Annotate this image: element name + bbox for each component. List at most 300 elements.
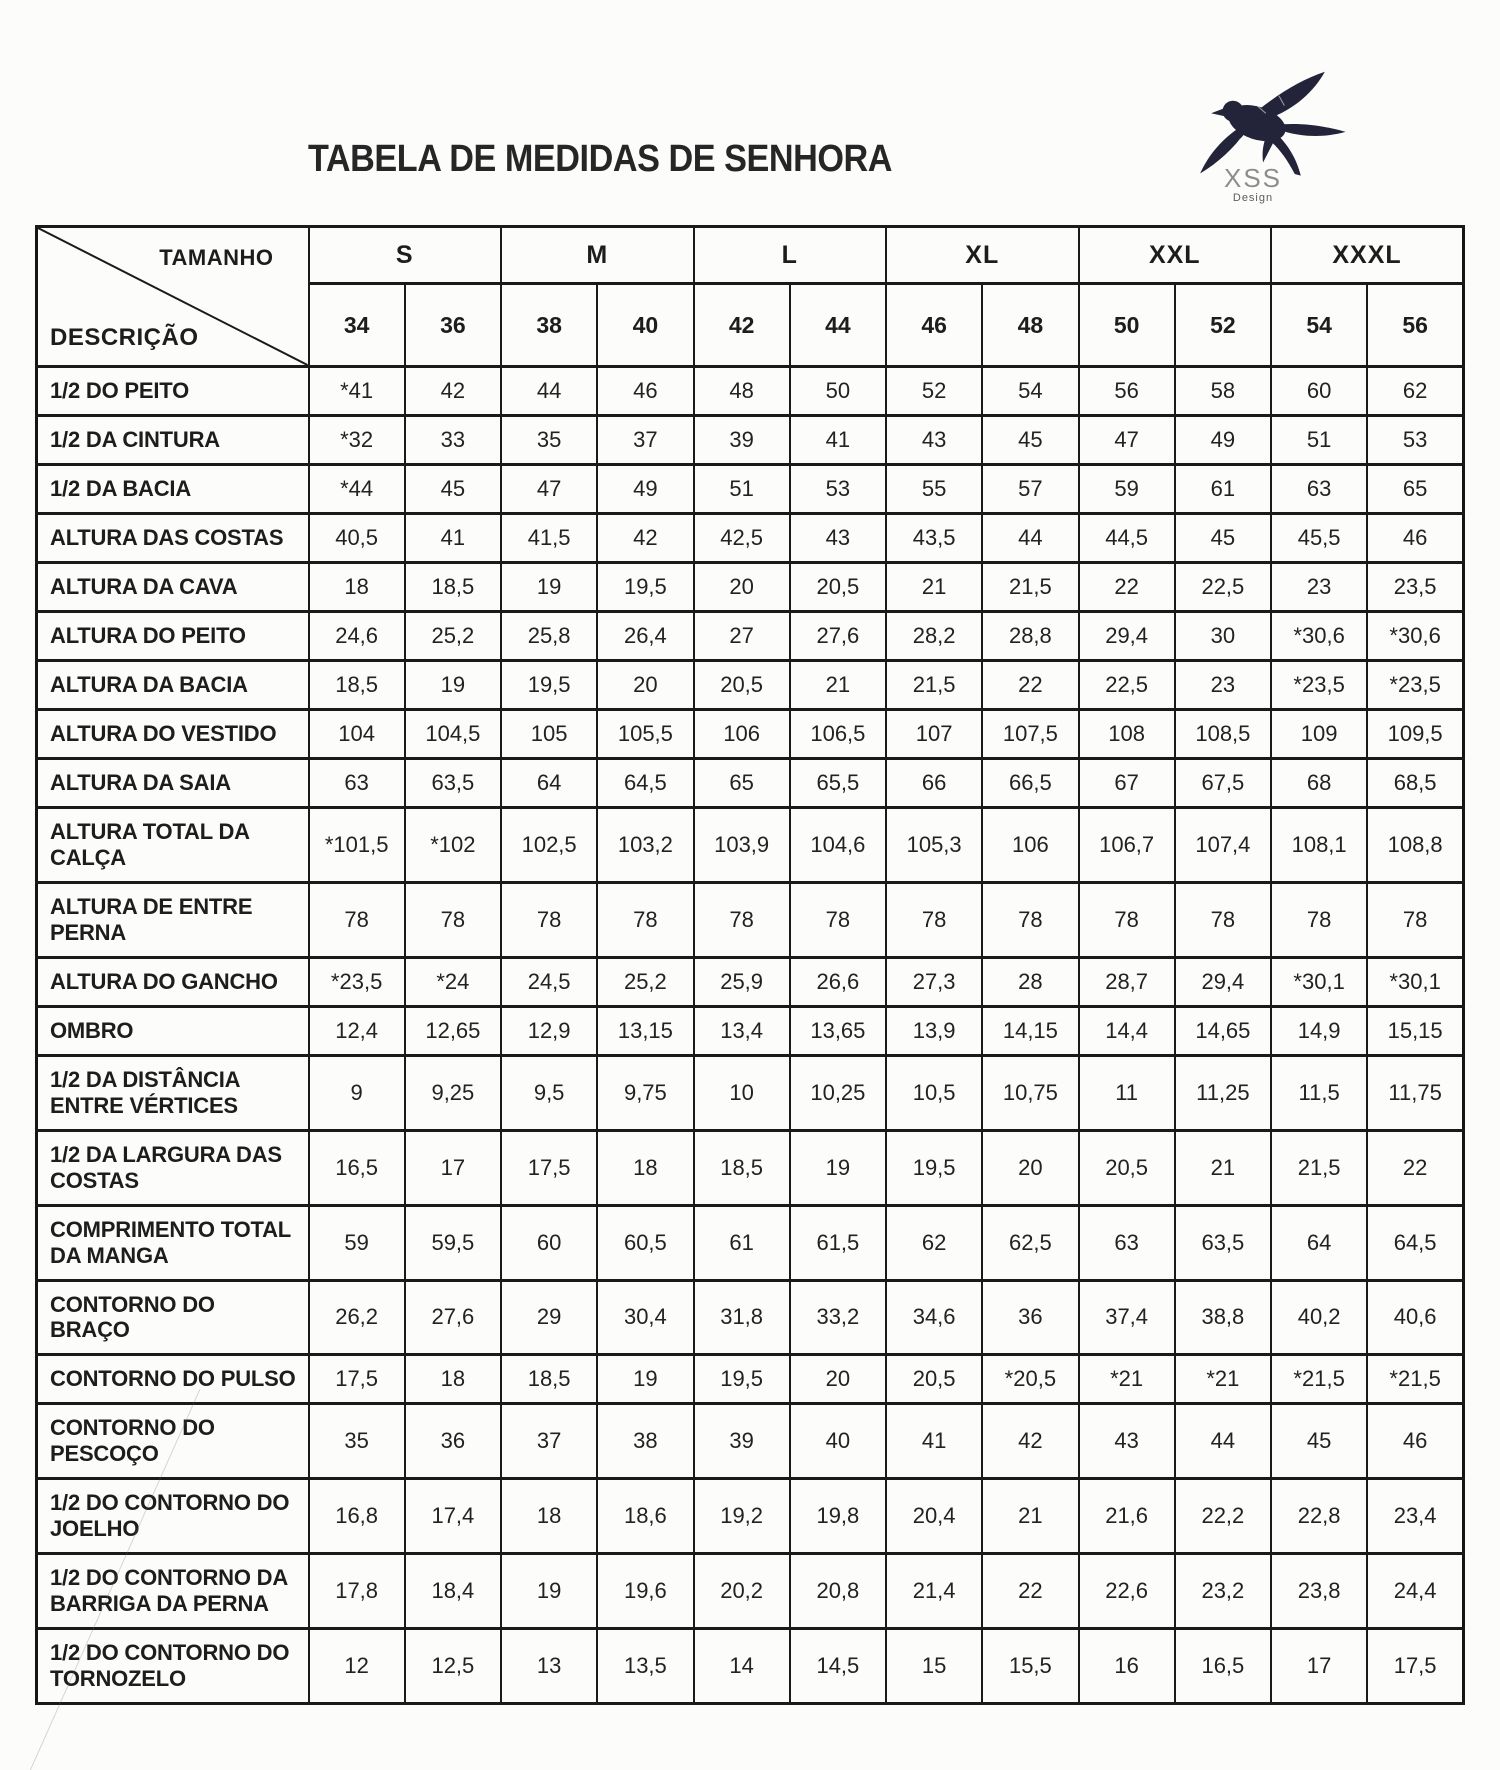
table-row <box>37 416 1464 465</box>
measurement-value: *23,5 <box>1367 661 1463 710</box>
size-header: 52 <box>1175 284 1271 367</box>
measurement-value: 42 <box>405 367 501 416</box>
measurement-value: 31,8 <box>694 1280 790 1355</box>
measurement-value: 108,1 <box>1271 808 1367 883</box>
measurement-value: 45 <box>1271 1404 1367 1479</box>
measurement-value: 63,5 <box>405 759 501 808</box>
measurement-value: 104 <box>309 710 405 759</box>
measurement-value: 78 <box>1367 882 1463 957</box>
size-header: 42 <box>694 284 790 367</box>
measurement-value: 18,5 <box>501 1355 597 1404</box>
measurement-value: 30,4 <box>597 1280 693 1355</box>
measurement-value: 61 <box>1175 465 1271 514</box>
measurement-value: 20,8 <box>790 1554 886 1629</box>
measurement-value: 23 <box>1175 661 1271 710</box>
table-row <box>37 612 1464 661</box>
measurement-value: 59 <box>1079 465 1175 514</box>
table-row <box>37 1629 1464 1704</box>
measurement-value: 45 <box>982 416 1078 465</box>
measurement-value: 45,5 <box>1271 514 1367 563</box>
measurement-value: 41 <box>405 514 501 563</box>
measurement-value: 49 <box>1175 416 1271 465</box>
measurement-value: 43,5 <box>886 514 982 563</box>
table-row <box>37 759 1464 808</box>
measurement-value: 23,5 <box>1367 563 1463 612</box>
measurement-value: 58 <box>1175 367 1271 416</box>
size-header: 36 <box>405 284 501 367</box>
size-header: 34 <box>309 284 405 367</box>
measurement-value: 21 <box>1175 1130 1271 1205</box>
measurement-value: 60 <box>501 1205 597 1280</box>
size-header: 38 <box>501 284 597 367</box>
measurement-value: 51 <box>1271 416 1367 465</box>
measurement-value: 22,2 <box>1175 1479 1271 1554</box>
table-body <box>37 367 1464 1704</box>
measurement-value: 23,2 <box>1175 1554 1271 1629</box>
table-row <box>37 1006 1464 1055</box>
measurement-value: 63 <box>309 759 405 808</box>
measurement-value: 11,75 <box>1367 1055 1463 1130</box>
measurement-value: 27,6 <box>790 612 886 661</box>
row-label: 1/2 DO CONTORNO DO JOELHO <box>37 1479 309 1554</box>
measurement-value: 20 <box>790 1355 886 1404</box>
measurement-value: 78 <box>309 882 405 957</box>
row-label: CONTORNO DO PESCOÇO <box>37 1404 309 1479</box>
measurement-value: 18,5 <box>694 1130 790 1205</box>
row-label: OMBRO <box>37 1006 309 1055</box>
measurement-value: 24,4 <box>1367 1554 1463 1629</box>
measurement-value: 64 <box>501 759 597 808</box>
measurement-value: 40 <box>790 1404 886 1479</box>
measurement-value: 11,25 <box>1175 1055 1271 1130</box>
measurement-value: *41 <box>309 367 405 416</box>
measurement-value: 28 <box>982 957 1078 1006</box>
corner-cell <box>37 227 309 367</box>
size-header: 44 <box>790 284 886 367</box>
measurement-value: 12 <box>309 1629 405 1704</box>
measurement-value: 13 <box>501 1629 597 1704</box>
measurement-value: 15,5 <box>982 1629 1078 1704</box>
row-label: ALTURA DA CAVA <box>37 563 309 612</box>
measurement-value: 25,2 <box>405 612 501 661</box>
measurement-value: 28,2 <box>886 612 982 661</box>
measurement-value: 25,9 <box>694 957 790 1006</box>
measurement-value: 43 <box>790 514 886 563</box>
measurement-value: 39 <box>694 416 790 465</box>
size-group-header: XXXL <box>1271 227 1464 284</box>
measurements-table <box>35 225 1465 1705</box>
size-group-header: XL <box>886 227 1079 284</box>
measurement-value: 103,9 <box>694 808 790 883</box>
measurement-value: 42 <box>982 1404 1078 1479</box>
measurement-value: 104,5 <box>405 710 501 759</box>
measurement-value: 68,5 <box>1367 759 1463 808</box>
measurement-value: 26,2 <box>309 1280 405 1355</box>
measurement-value: 20 <box>982 1130 1078 1205</box>
measurement-value: *30,6 <box>1271 612 1367 661</box>
measurement-value: 12,4 <box>309 1006 405 1055</box>
measurement-value: 33,2 <box>790 1280 886 1355</box>
measurement-value: 57 <box>982 465 1078 514</box>
measurement-value: 106,7 <box>1079 808 1175 883</box>
group-header-row <box>37 227 1464 284</box>
measurement-value: 65 <box>1367 465 1463 514</box>
measurement-value: 53 <box>1367 416 1463 465</box>
measurement-value: 26,6 <box>790 957 886 1006</box>
table-row <box>37 1355 1464 1404</box>
measurement-value: 44 <box>1175 1404 1271 1479</box>
measurement-value: 22 <box>982 1554 1078 1629</box>
measurement-value: 61,5 <box>790 1205 886 1280</box>
measurement-value: 60 <box>1271 367 1367 416</box>
measurement-value: 17 <box>405 1130 501 1205</box>
measurement-value: 106 <box>982 808 1078 883</box>
measurement-value: 33 <box>405 416 501 465</box>
measurement-value: 17,4 <box>405 1479 501 1554</box>
measurement-value: 28,8 <box>982 612 1078 661</box>
measurement-value: 25,8 <box>501 612 597 661</box>
measurement-value: 17,8 <box>309 1554 405 1629</box>
row-label: ALTURA DO PEITO <box>37 612 309 661</box>
measurement-value: 63 <box>1079 1205 1175 1280</box>
measurement-value: 105 <box>501 710 597 759</box>
measurement-value: 59,5 <box>405 1205 501 1280</box>
measurement-value: 40,5 <box>309 514 405 563</box>
measurement-value: *102 <box>405 808 501 883</box>
measurement-value: 20,2 <box>694 1554 790 1629</box>
row-label: 1/2 DA CINTURA <box>37 416 309 465</box>
measurement-value: 52 <box>886 367 982 416</box>
size-header: 46 <box>886 284 982 367</box>
measurement-value: 62 <box>886 1205 982 1280</box>
measurement-value: 102,5 <box>501 808 597 883</box>
row-label: 1/2 DA BACIA <box>37 465 309 514</box>
measurement-value: *23,5 <box>309 957 405 1006</box>
measurement-value: 64,5 <box>597 759 693 808</box>
measurement-value: 109 <box>1271 710 1367 759</box>
measurement-value: 22 <box>982 661 1078 710</box>
measurement-value: 14,5 <box>790 1629 886 1704</box>
measurement-value: 51 <box>694 465 790 514</box>
measurement-value: 20,5 <box>886 1355 982 1404</box>
measurement-value: 39 <box>694 1404 790 1479</box>
measurement-value: 18,6 <box>597 1479 693 1554</box>
size-header: 48 <box>982 284 1078 367</box>
measurement-value: 60,5 <box>597 1205 693 1280</box>
measurement-value: 9,5 <box>501 1055 597 1130</box>
measurement-value: 23,4 <box>1367 1479 1463 1554</box>
measurement-value: 65 <box>694 759 790 808</box>
measurement-value: 19,5 <box>597 563 693 612</box>
table-row <box>37 1130 1464 1205</box>
measurement-value: *30,6 <box>1367 612 1463 661</box>
row-label: 1/2 DO CONTORNO DA BARRIGA DA PERNA <box>37 1554 309 1629</box>
measurement-value: 13,4 <box>694 1006 790 1055</box>
measurement-value: 28,7 <box>1079 957 1175 1006</box>
measurement-value: 30 <box>1175 612 1271 661</box>
measurement-value: 42 <box>597 514 693 563</box>
measurement-value: 105,5 <box>597 710 693 759</box>
table-row <box>37 1479 1464 1554</box>
size-header: 50 <box>1079 284 1175 367</box>
measurement-value: 41 <box>790 416 886 465</box>
measurement-value: 107,5 <box>982 710 1078 759</box>
corner-label-descricao: DESCRIÇÃO <box>50 324 199 351</box>
measurement-value: 37 <box>501 1404 597 1479</box>
measurement-value: 22,8 <box>1271 1479 1367 1554</box>
measurement-value: 10,5 <box>886 1055 982 1130</box>
measurement-value: 21,5 <box>886 661 982 710</box>
measurement-value: *30,1 <box>1367 957 1463 1006</box>
measurement-value: 19,5 <box>886 1130 982 1205</box>
row-label: ALTURA DA SAIA <box>37 759 309 808</box>
size-group-header: S <box>309 227 502 284</box>
measurement-value: 109,5 <box>1367 710 1463 759</box>
measurement-value: 13,65 <box>790 1006 886 1055</box>
measurement-value: 42,5 <box>694 514 790 563</box>
table-row <box>37 1205 1464 1280</box>
measurement-value: 20,5 <box>1079 1130 1175 1205</box>
measurement-value: 20 <box>597 661 693 710</box>
table-row <box>37 808 1464 883</box>
measurement-value: 15 <box>886 1629 982 1704</box>
logo-subtitle-text: Design <box>1232 192 1274 204</box>
measurement-value: 10,25 <box>790 1055 886 1130</box>
table-header <box>37 227 1464 367</box>
measurement-value: 44 <box>501 367 597 416</box>
measurement-value: 105,3 <box>886 808 982 883</box>
measurement-value: 43 <box>1079 1404 1175 1479</box>
measurement-value: 13,9 <box>886 1006 982 1055</box>
measurement-value: 54 <box>982 367 1078 416</box>
measurement-value: 104,6 <box>790 808 886 883</box>
measurement-value: 19,8 <box>790 1479 886 1554</box>
measurement-value: 17 <box>1271 1629 1367 1704</box>
row-label: ALTURA DO GANCHO <box>37 957 309 1006</box>
measurement-value: 36 <box>405 1404 501 1479</box>
measurement-value: 107 <box>886 710 982 759</box>
measurement-value: 21,4 <box>886 1554 982 1629</box>
measurement-value: 12,5 <box>405 1629 501 1704</box>
measurement-value: 27,3 <box>886 957 982 1006</box>
measurement-value: 40,6 <box>1367 1280 1463 1355</box>
measurement-value: 25,2 <box>597 957 693 1006</box>
measurement-value: 22,5 <box>1175 563 1271 612</box>
measurement-value: 26,4 <box>597 612 693 661</box>
measurement-value: 29,4 <box>1175 957 1271 1006</box>
table-row <box>37 465 1464 514</box>
row-label: ALTURA DAS COSTAS <box>37 514 309 563</box>
measurement-value: 107,4 <box>1175 808 1271 883</box>
measurement-value: 55 <box>886 465 982 514</box>
measurement-value: *44 <box>309 465 405 514</box>
measurement-value: 19 <box>597 1355 693 1404</box>
measurement-value: 29 <box>501 1280 597 1355</box>
measurement-value: 78 <box>694 882 790 957</box>
measurement-value: 9 <box>309 1055 405 1130</box>
row-label: CONTORNO DO PULSO <box>37 1355 309 1404</box>
measurement-value: 44,5 <box>1079 514 1175 563</box>
measurement-value: 44 <box>982 514 1078 563</box>
measurement-value: 41 <box>886 1404 982 1479</box>
measurement-value: 14,65 <box>1175 1006 1271 1055</box>
measurement-value: 22,5 <box>1079 661 1175 710</box>
measurement-value: 64,5 <box>1367 1205 1463 1280</box>
measurement-value: *23,5 <box>1271 661 1367 710</box>
table-row <box>37 367 1464 416</box>
measurement-value: 45 <box>405 465 501 514</box>
measurement-value: 12,65 <box>405 1006 501 1055</box>
measurement-value: 19 <box>501 1554 597 1629</box>
measurement-value: 49 <box>597 465 693 514</box>
measurement-value: 59 <box>309 1205 405 1280</box>
measurement-value: 78 <box>597 882 693 957</box>
measurement-value: 20,5 <box>694 661 790 710</box>
measurement-value: 36 <box>982 1280 1078 1355</box>
measurement-value: 17,5 <box>501 1130 597 1205</box>
measurement-value: 67 <box>1079 759 1175 808</box>
measurement-value: 46 <box>1367 1404 1463 1479</box>
measurement-value: 53 <box>790 465 886 514</box>
measurement-value: 46 <box>1367 514 1463 563</box>
measurement-value: 62 <box>1367 367 1463 416</box>
table-row <box>37 514 1464 563</box>
measurement-value: 78 <box>1175 882 1271 957</box>
measurement-value: 48 <box>694 367 790 416</box>
measurement-value: 27,6 <box>405 1280 501 1355</box>
measurement-value: 24,5 <box>501 957 597 1006</box>
measurement-value: 103,2 <box>597 808 693 883</box>
measurement-value: 22 <box>1367 1130 1463 1205</box>
measurement-value: *21,5 <box>1367 1355 1463 1404</box>
measurement-value: 21,6 <box>1079 1479 1175 1554</box>
measurement-value: 9,25 <box>405 1055 501 1130</box>
measurement-value: 22,6 <box>1079 1554 1175 1629</box>
corner-label-tamanho: TAMANHO <box>159 245 274 270</box>
measurement-value: 43 <box>886 416 982 465</box>
measurement-value: *20,5 <box>982 1355 1078 1404</box>
row-label: ALTURA DA BACIA <box>37 661 309 710</box>
measurement-value: 78 <box>790 882 886 957</box>
measurement-value: 14,4 <box>1079 1006 1175 1055</box>
size-group-header: XXL <box>1079 227 1272 284</box>
measurement-value: 15,15 <box>1367 1006 1463 1055</box>
measurement-value: 50 <box>790 367 886 416</box>
row-label: 1/2 DA DISTÂNCIA ENTRE VÉRTICES <box>37 1055 309 1130</box>
measurement-value: 21 <box>982 1479 1078 1554</box>
measurement-value: 63 <box>1271 465 1367 514</box>
measurement-value: 18,4 <box>405 1554 501 1629</box>
table-row <box>37 1055 1464 1130</box>
measurement-value: 35 <box>309 1404 405 1479</box>
measurement-value: 16,5 <box>309 1130 405 1205</box>
measurement-value: 18 <box>501 1479 597 1554</box>
measurement-value: 65,5 <box>790 759 886 808</box>
measurement-value: 37,4 <box>1079 1280 1175 1355</box>
measurement-value: 18,5 <box>405 563 501 612</box>
measurement-value: 78 <box>405 882 501 957</box>
xss-design-logo <box>1175 40 1350 215</box>
table-row <box>37 957 1464 1006</box>
row-label: CONTORNO DO BRAÇO <box>37 1280 309 1355</box>
measurement-value: 13,5 <box>597 1629 693 1704</box>
measurement-value: 45 <box>1175 514 1271 563</box>
measurement-value: 18 <box>405 1355 501 1404</box>
row-label: 1/2 DO PEITO <box>37 367 309 416</box>
measurement-value: 18 <box>597 1130 693 1205</box>
size-header: 54 <box>1271 284 1367 367</box>
row-label: ALTURA DE ENTRE PERNA <box>37 882 309 957</box>
measurement-value: 61 <box>694 1205 790 1280</box>
row-label: COMPRIMENTO TOTAL DA MANGA <box>37 1205 309 1280</box>
row-label: ALTURA DO VESTIDO <box>37 710 309 759</box>
table-row <box>37 1554 1464 1629</box>
measurement-value: 24,6 <box>309 612 405 661</box>
measurement-value: 47 <box>1079 416 1175 465</box>
measurement-value: 35 <box>501 416 597 465</box>
logo-brand-text: XSS <box>1223 163 1283 193</box>
size-header: 56 <box>1367 284 1463 367</box>
measurement-value: 38 <box>597 1404 693 1479</box>
measurement-value: 78 <box>1079 882 1175 957</box>
measurement-value: *24 <box>405 957 501 1006</box>
size-header: 40 <box>597 284 693 367</box>
measurement-value: 38,8 <box>1175 1280 1271 1355</box>
measurement-value: 21 <box>790 661 886 710</box>
measurement-value: *101,5 <box>309 808 405 883</box>
measurement-value: 47 <box>501 465 597 514</box>
measurement-value: 19,6 <box>597 1554 693 1629</box>
page-title: TABELA DE MEDIDAS DE SENHORA <box>308 138 893 180</box>
measurement-value: 68 <box>1271 759 1367 808</box>
measurement-value: 19 <box>405 661 501 710</box>
measurement-value: 67,5 <box>1175 759 1271 808</box>
measurement-value: 18 <box>309 563 405 612</box>
measurement-value: 34,6 <box>886 1280 982 1355</box>
measurement-value: 20,5 <box>790 563 886 612</box>
measurement-value: 16,8 <box>309 1479 405 1554</box>
measurement-value: 63,5 <box>1175 1205 1271 1280</box>
measurement-value: 19,5 <box>694 1355 790 1404</box>
measurement-value: 40,2 <box>1271 1280 1367 1355</box>
measurement-value: 108,8 <box>1367 808 1463 883</box>
measurement-value: 16,5 <box>1175 1629 1271 1704</box>
measurement-value: 64 <box>1271 1205 1367 1280</box>
measurement-value: 62,5 <box>982 1205 1078 1280</box>
measurement-value: 23,8 <box>1271 1554 1367 1629</box>
measurement-value: 12,9 <box>501 1006 597 1055</box>
measurement-value: 108 <box>1079 710 1175 759</box>
measurement-value: 27 <box>694 612 790 661</box>
measurement-value: *21,5 <box>1271 1355 1367 1404</box>
row-label: ALTURA TOTAL DA CALÇA <box>37 808 309 883</box>
measurement-value: 29,4 <box>1079 612 1175 661</box>
measurement-value: 17,5 <box>309 1355 405 1404</box>
measurement-value: 17,5 <box>1367 1629 1463 1704</box>
measurement-value: 13,15 <box>597 1006 693 1055</box>
measurement-value: 78 <box>982 882 1078 957</box>
table-row <box>37 710 1464 759</box>
table-row <box>37 563 1464 612</box>
measurement-value: 106 <box>694 710 790 759</box>
measurement-value: *21 <box>1079 1355 1175 1404</box>
row-label: 1/2 DO CONTORNO DO TORNOZELO <box>37 1629 309 1704</box>
table-row <box>37 882 1464 957</box>
measurement-value: 20 <box>694 563 790 612</box>
row-label: 1/2 DA LARGURA DAS COSTAS <box>37 1130 309 1205</box>
measurement-value: 14,15 <box>982 1006 1078 1055</box>
measurement-value: 78 <box>886 882 982 957</box>
